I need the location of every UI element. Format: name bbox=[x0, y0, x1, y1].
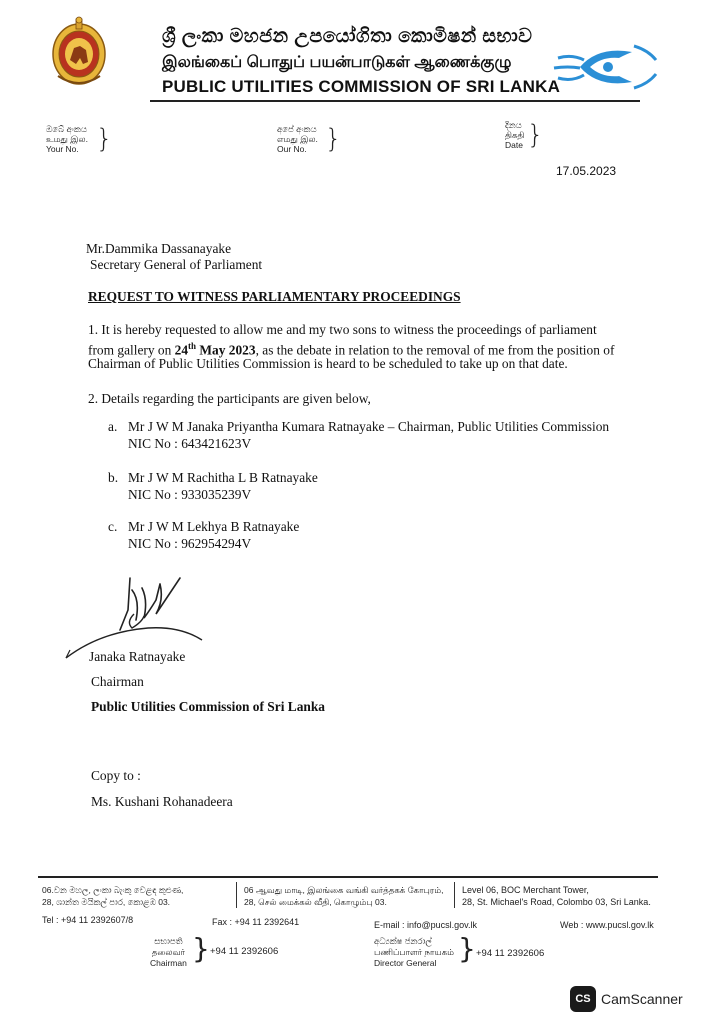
participant-a-name: Mr J W M Janaka Priyantha Kumara Ratnayake – Chairman, Public Utilities Commission bbox=[128, 419, 610, 434]
signatory-name: Janaka Ratnayake bbox=[89, 649, 186, 664]
our-no-label-en: Our No. bbox=[277, 144, 307, 154]
para1-line2-post: , as the debate in relation to the removal of me from the position of bbox=[255, 342, 615, 358]
footer-divider bbox=[38, 876, 658, 878]
para1-line1: 1. It is hereby requested to allow me and my two sons to witness the proceedings of parliament bbox=[88, 322, 597, 337]
chairman-label-ta: தலைவர் bbox=[151, 947, 186, 957]
brace-icon: } bbox=[527, 120, 544, 150]
fax: Fax : +94 11 2392641 bbox=[212, 917, 300, 927]
para1-line2-pre: from gallery on bbox=[88, 342, 175, 358]
address-en-line2: 28, St. Michael's Road, Colombo 03, Sri Lanka. bbox=[462, 897, 651, 907]
camscanner-label: CamScanner bbox=[601, 991, 683, 1007]
your-no-label-ta: உமது இல. bbox=[46, 134, 88, 144]
letter-subject: REQUEST TO WITNESS PARLIAMENTARY PROCEEDINGS bbox=[88, 289, 461, 304]
signatory-organization: Public Utilities Commission of Sri Lanka bbox=[91, 699, 325, 714]
date-field bbox=[505, 120, 544, 150]
para2-text: 2. Details regarding the participants are given below, bbox=[88, 391, 371, 406]
copy-to-label: Copy to : bbox=[91, 768, 141, 783]
date-label-ta: திகதி bbox=[505, 130, 525, 140]
header-divider bbox=[150, 100, 640, 102]
participant-c-nic: NIC No : 962954294V bbox=[128, 536, 252, 551]
signatory-position: Chairman bbox=[91, 674, 144, 689]
letter-date: 17.05.2023 bbox=[556, 164, 617, 178]
footer-separator bbox=[454, 882, 455, 908]
address-en-line1: Level 06, BOC Merchant Tower, bbox=[462, 885, 589, 895]
brace-icon: } bbox=[96, 124, 113, 154]
camscanner-logo-icon: CS bbox=[570, 986, 596, 1012]
address-ta-line2: 28, செல் மைக்கல் வீதி, கொழும்பு 03. bbox=[244, 897, 387, 907]
national-emblem-icon bbox=[50, 16, 108, 88]
brace-icon: } bbox=[458, 932, 476, 965]
org-title-sinhala: ශ්‍රී ලංකා මහජන උපයෝගිතා කොමිෂන් සභාව bbox=[162, 26, 533, 47]
participant-c-marker: c. bbox=[108, 519, 118, 534]
our-no-label-ta: எமது இல. bbox=[277, 134, 318, 144]
address-sinhala bbox=[42, 884, 183, 908]
email[interactable]: E-mail : info@pucsl.gov.lk bbox=[374, 920, 478, 930]
footer-separator bbox=[236, 882, 237, 908]
your-no-label-en: Your No. bbox=[46, 144, 79, 154]
your-no-label-si: ඔබේ අංකය bbox=[46, 124, 87, 134]
org-title-tamil: இலங்கைப் பொதுப் பயன்பாடுகள் ஆணைக்குழு bbox=[162, 54, 512, 71]
recipient-title: Secretary General of Parliament bbox=[90, 257, 263, 272]
address-english bbox=[462, 884, 651, 908]
para1-day-suffix: th bbox=[188, 341, 197, 351]
our-no-field bbox=[277, 124, 342, 154]
para1-day: 24 bbox=[174, 342, 189, 358]
pucsl-logo-icon bbox=[550, 38, 662, 96]
date-label-si: දිනය bbox=[505, 120, 522, 130]
participant-a-nic: NIC No : 643421623V bbox=[128, 436, 252, 451]
address-tamil bbox=[244, 884, 443, 908]
address-si-line2: 28, ශාන්ත මයිකල් පාර, කොළඹ 03. bbox=[42, 897, 171, 907]
dg-label-en: Director General bbox=[374, 958, 437, 968]
chairman-label-si: සභාපති bbox=[154, 936, 183, 946]
participant-b-name: Mr J W M Rachitha L B Ratnayake bbox=[128, 470, 318, 485]
chairman-contact-labels bbox=[150, 936, 187, 969]
participant-c-name: Mr J W M Lekhya B Ratnayake bbox=[128, 519, 300, 534]
director-general-phone: +94 11 2392606 bbox=[476, 948, 545, 959]
chairman-phone: +94 11 2392606 bbox=[210, 946, 279, 957]
participant-b-nic: NIC No : 933035239V bbox=[128, 487, 252, 502]
brace-icon: } bbox=[192, 932, 210, 965]
date-label-en: Date bbox=[505, 140, 523, 150]
camscanner-watermark bbox=[570, 986, 683, 1012]
dg-label-ta: பணிப்பாளர் நாயகம் bbox=[374, 947, 454, 957]
website[interactable]: Web : www.pucsl.gov.lk bbox=[560, 920, 654, 930]
telephone: Tel : +94 11 2392607/8 bbox=[42, 915, 134, 925]
para1-month-year: May 2023 bbox=[196, 342, 256, 358]
participant-a-marker: a. bbox=[108, 419, 118, 434]
director-general-contact-labels bbox=[374, 936, 454, 969]
chairman-label-en: Chairman bbox=[150, 958, 187, 968]
address-ta-line1: 06 ஆவது மாடி, இலங்கை வங்கி வர்த்தகக் கோபுரம், bbox=[244, 885, 444, 895]
copy-to-name: Ms. Kushani Rohanadeera bbox=[91, 794, 233, 809]
recipient-name: Mr.Dammika Dassanayake bbox=[86, 241, 232, 256]
address-si-line1: 06.වන මහල, ලංකා බැංකු වෙළඳ කුළුණ, bbox=[42, 885, 184, 895]
dg-label-si: අධ්‍යක්ෂ ජනරාල් bbox=[374, 936, 432, 946]
para1-line3: Chairman of Public Utilities Commission is heard to be scheduled to take up on that date. bbox=[88, 356, 568, 371]
your-no-field bbox=[46, 124, 113, 154]
our-no-label-si: අපේ අංකය bbox=[277, 124, 317, 134]
org-title-english: PUBLIC UTILITIES COMMISSION OF SRI LANKA bbox=[162, 77, 561, 96]
participant-b-marker: b. bbox=[108, 470, 119, 485]
brace-icon: } bbox=[325, 124, 342, 154]
